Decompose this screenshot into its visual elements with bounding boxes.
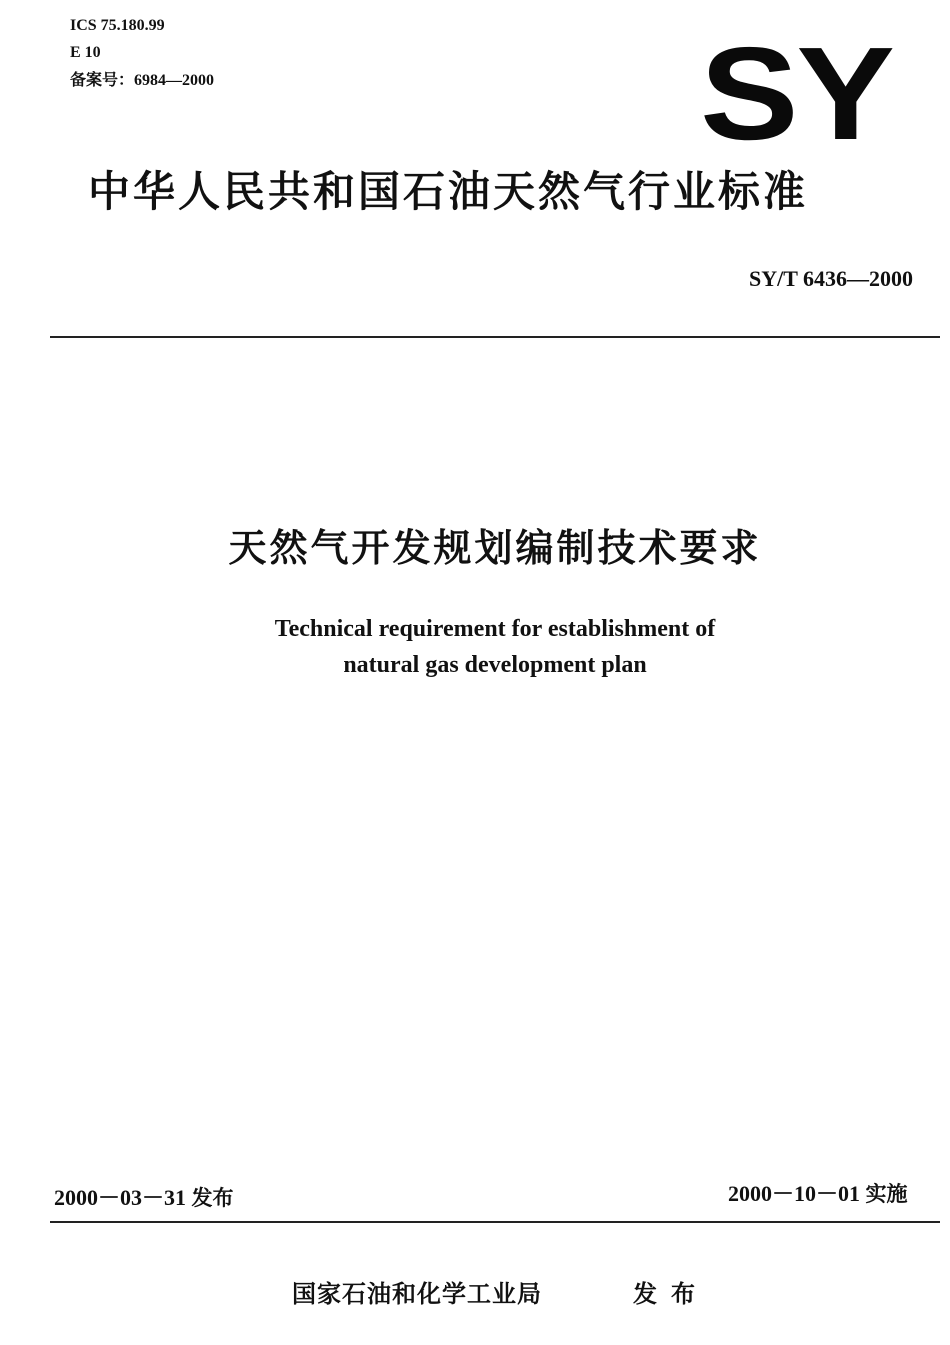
implement-label: 实施 (865, 1182, 908, 1206)
publish-date-line (54, 1184, 234, 1212)
bottom-divider (50, 1221, 940, 1223)
issuing-authority: 国家石油和化学工业局 (292, 1280, 542, 1308)
publish-date: 2000－03－31 (54, 1185, 187, 1210)
document-title-en-line2: natural gas development plan (343, 652, 647, 678)
publish-label: 发布 (191, 1186, 234, 1210)
sy-logo: SY (700, 20, 893, 167)
implement-date: 2000－10－01 (728, 1181, 861, 1206)
organization-title: 中华人民共和国石油天然气行业标准 (88, 167, 809, 216)
document-title-cn: 天然气开发规划编制技术要求 (228, 526, 762, 570)
record-number: 备案号：6984—2000 (70, 72, 215, 89)
standard-number: SY/T 6436—2000 (748, 266, 913, 291)
ccs-code: E 10 (70, 44, 101, 61)
implement-date-line (728, 1180, 908, 1208)
issue-label: 发布 (633, 1280, 709, 1308)
top-divider (50, 336, 940, 338)
ics-code: ICS 75.180.99 (70, 17, 165, 34)
document-title-en-line1: Technical requirement for establishment of (274, 616, 716, 642)
